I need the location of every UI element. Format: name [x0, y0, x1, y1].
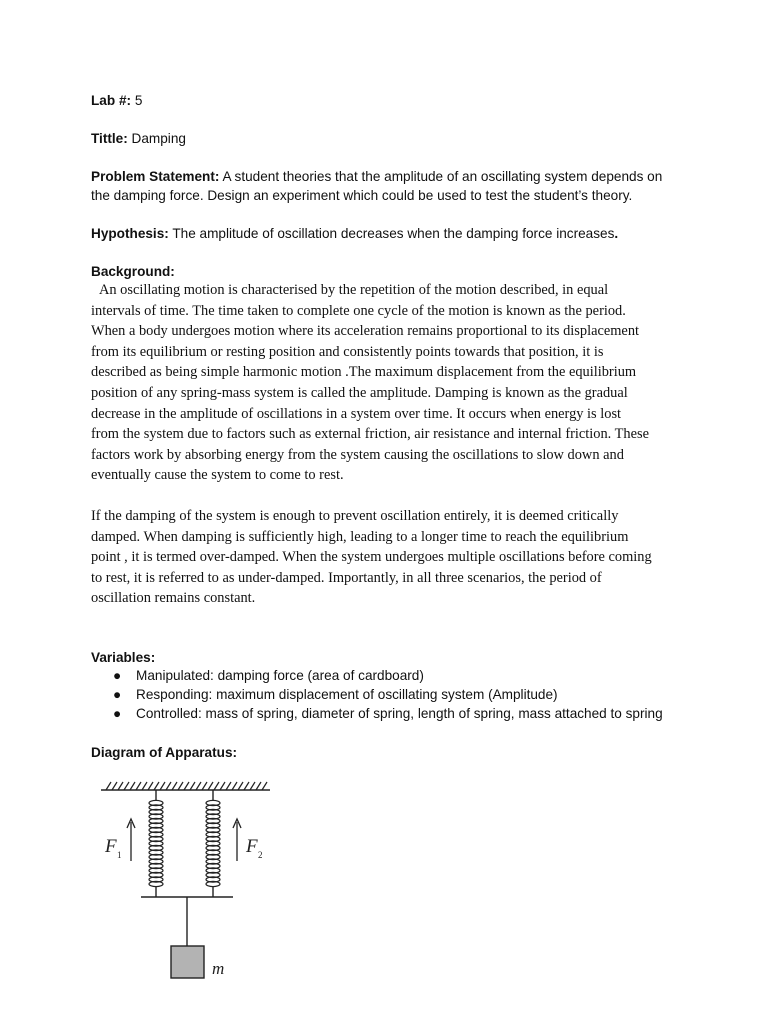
title-value: Damping [131, 131, 186, 146]
hatch-mark [160, 782, 165, 790]
hatch-mark [238, 782, 243, 790]
hatch-mark [226, 782, 231, 790]
background-p2-line: point , it is termed over-damped. When the system undergoes multiple oscillations before coming [91, 549, 652, 566]
lab-number-label: Lab #: [91, 93, 132, 108]
problem-line-1: A student theories that the amplitude of an oscillating system depends on [222, 169, 663, 184]
lab-number-value: 5 [134, 93, 143, 108]
hatch-mark [190, 782, 195, 790]
force-1-label: F [105, 836, 117, 857]
background-p1-line: factors work by absorbing energy from the system causing the oscillations to slow down and [91, 446, 624, 463]
background-p1-line: An oscillating motion is characterised by the repetition of the motion described, in equal [99, 282, 609, 298]
background-p2-line: damped. When damping is sufficiently high, leading to a longer time to reach the equilibrium [91, 528, 629, 545]
hatch-mark [172, 782, 177, 790]
hatch-mark [214, 782, 219, 790]
hatch-mark [262, 782, 267, 790]
ceiling-hatching [106, 782, 267, 790]
hatch-mark [124, 782, 129, 790]
variable-text: Responding: maximum displacement of oscillating system (Amplitude) [136, 687, 558, 702]
bullet-icon: ● [113, 687, 122, 702]
force-1-subscript: 1 [117, 850, 122, 860]
force-2-subscript: 2 [258, 850, 263, 860]
background-p1-line: from the system due to factors such as external friction, air resistance and internal friction. These [91, 426, 649, 443]
background-p1-line: decrease in the amplitude of oscillations in a system over time. It occurs when energy is lost [91, 405, 622, 422]
mass-label: m [212, 959, 225, 978]
background-p1-line: from its equilibrium or resting position and consistently points towards that position, it is [91, 343, 604, 360]
background-heading: Background: [91, 264, 175, 279]
background-p2-line: oscillation remains constant. [91, 590, 256, 607]
spring-1 [149, 800, 163, 886]
spring-2 [206, 800, 220, 886]
hatch-mark [232, 782, 237, 790]
title-label: Tittle: [91, 131, 128, 146]
hatch-mark [136, 782, 141, 790]
hatch-mark [256, 782, 261, 790]
hatch-mark [166, 782, 171, 790]
problem-line-2: the damping force. Design an experiment which could be used to test the student’s theory. [91, 188, 633, 203]
hatch-mark [196, 782, 201, 790]
hatch-mark [130, 782, 135, 790]
hypothesis-period: . [614, 226, 619, 241]
hatch-mark [202, 782, 207, 790]
force-2-label: F [246, 836, 258, 857]
hatch-mark [244, 782, 249, 790]
hatch-mark [184, 782, 189, 790]
hypothesis-text: The amplitude of oscillation decreases when the damping force increases [172, 226, 615, 241]
variables-heading: Variables: [91, 650, 156, 665]
background-p1-line: eventually cause the system to come to rest. [91, 467, 344, 484]
background-p2-line: to rest, it is referred to as under-damped. Importantly, in all three scenarios, the period of [91, 569, 602, 586]
hatch-mark [142, 782, 147, 790]
background-p1-line: position of any spring-mass system is called the amplitude. Damping is known as the gradual [91, 384, 628, 401]
hatch-mark [148, 782, 153, 790]
problem-label: Problem Statement: [91, 169, 220, 184]
background-p1-line: intervals of time. The time taken to complete one cycle of the motion is known as the period. [91, 302, 626, 319]
hatch-mark [118, 782, 123, 790]
hypothesis-label: Hypothesis: [91, 226, 169, 241]
hatch-mark [178, 782, 183, 790]
hatch-mark [154, 782, 159, 790]
variable-text: Manipulated: damping force (area of cardboard) [136, 668, 424, 683]
hatch-mark [106, 782, 111, 790]
hatch-mark [220, 782, 225, 790]
mass-block [171, 946, 204, 978]
background-p2-line: If the damping of the system is enough to prevent oscillation entirely, it is deemed critically [91, 508, 619, 524]
hatch-mark [250, 782, 255, 790]
variable-text: Controlled: mass of spring, diameter of spring, length of spring, mass attached to spring [136, 706, 663, 721]
hatch-mark [208, 782, 213, 790]
background-p1-line: When a body undergoes motion where its acceleration remains proportional to its displacement [91, 323, 640, 340]
background-p1-line: described as being simple harmonic motion .The maximum displacement from the equilibrium [91, 364, 637, 381]
bullet-icon: ● [113, 706, 122, 721]
diagram-heading: Diagram of Apparatus: [91, 745, 238, 760]
bullet-icon: ● [113, 668, 122, 683]
hatch-mark [112, 782, 117, 790]
